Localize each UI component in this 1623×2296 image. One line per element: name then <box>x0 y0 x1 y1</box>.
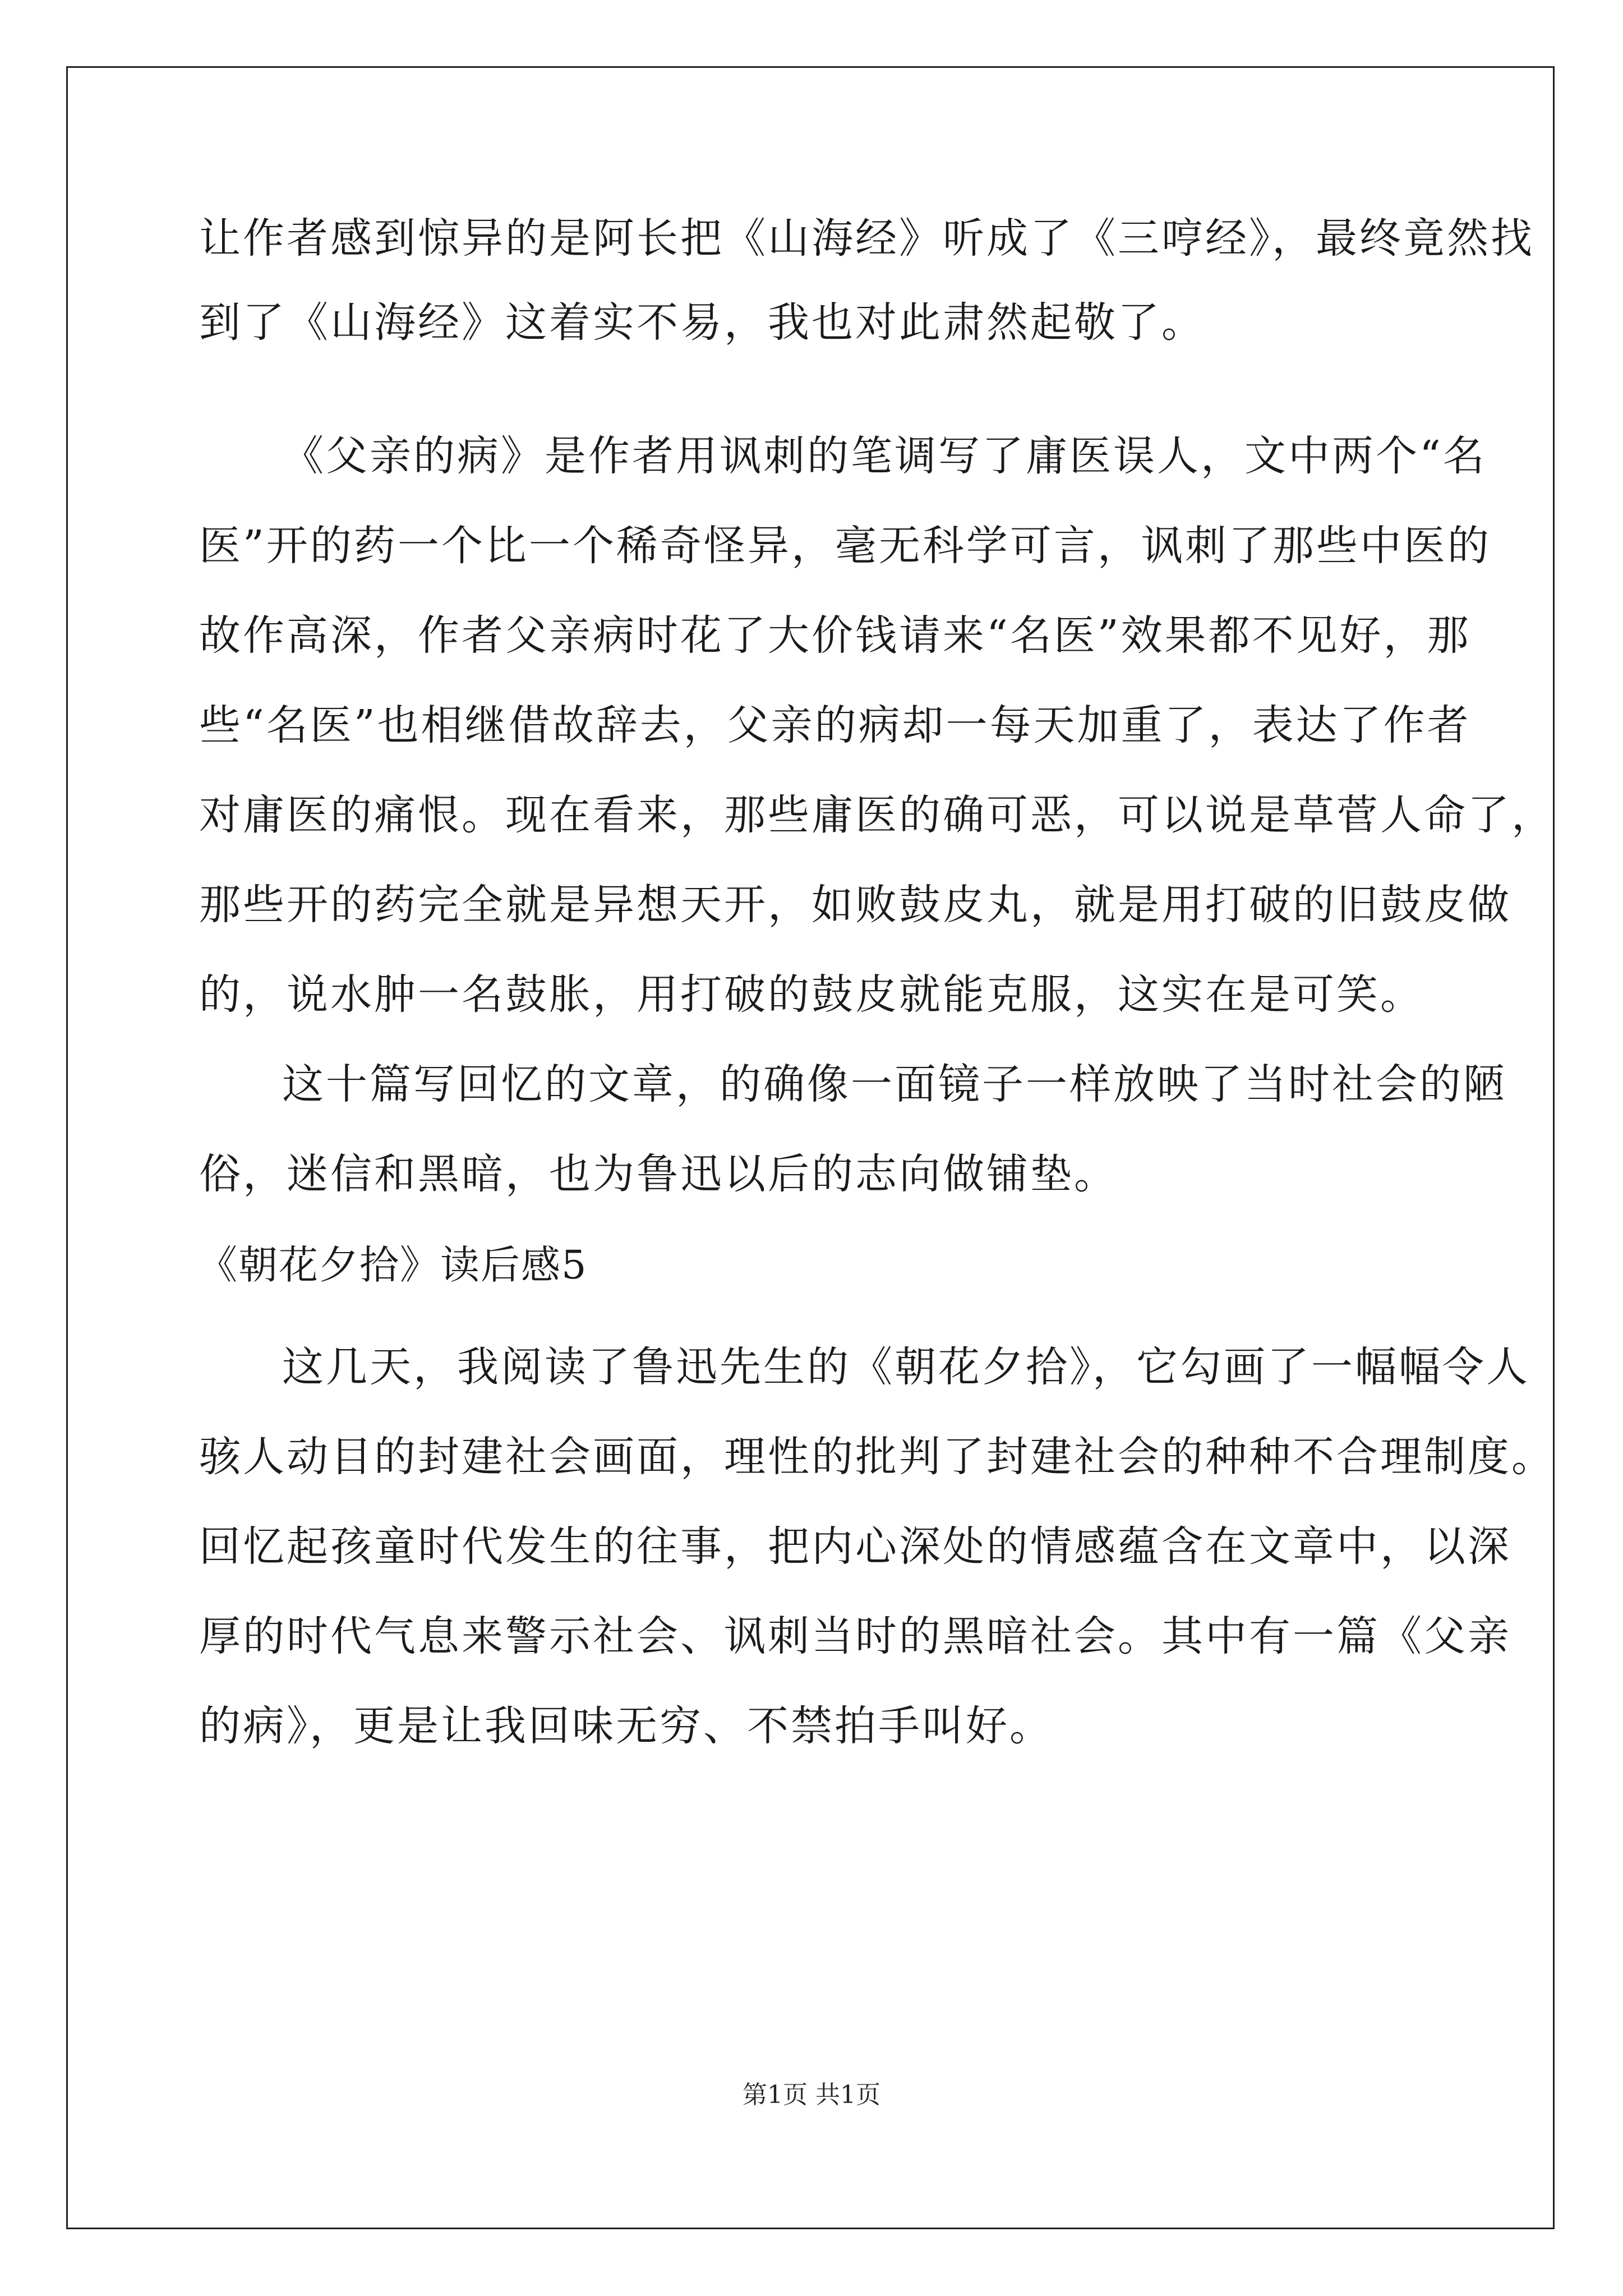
text-line: 让作者感到惊异的是阿长把《山海经》听成了《三哼经》，最终竟然找 <box>199 214 1534 263</box>
text-line: 回忆起孩童时代发生的往事，把内心深处的情感蕴含在文章中，以深 <box>199 1522 1511 1571</box>
paragraph-start-line: 这几天，我阅读了鲁迅先生的《朝花夕拾》，它勾画了一幅幅令人 <box>282 1343 1530 1391</box>
text-line: 故作高深，作者父亲病时花了大价钱请来“名医”效果都不见好，那 <box>199 611 1471 660</box>
text-line: 那些开的药完全就是异想天开，如败鼓皮丸，就是用打破的旧鼓皮做 <box>199 881 1511 929</box>
text-line: 俗，迷信和黑暗，也为鲁迅以后的志向做铺垫。 <box>199 1150 1118 1198</box>
text-line: 医”开的药一个比一个稀奇怪异，毫无科学可言，讽刺了那些中医的 <box>199 522 1491 570</box>
text-line: 的病》，更是让我回味无穷、不禁拍手叫好。 <box>199 1702 1053 1750</box>
paragraph-start-line: 这十篇写回忆的文章，的确像一面镜子一样放映了当时社会的陋 <box>282 1060 1507 1108</box>
paragraph-start-line: 《父亲的病》是作者用讽刺的笔调写了庸医误人，文中两个“名 <box>282 432 1487 480</box>
page-footer: 第1页 共1页 <box>743 2081 880 2109</box>
section-heading: 《朝花夕拾》读后感5 <box>198 1242 588 1288</box>
text-line: 些“名医”也相继借故辞去，父亲的病却一每天加重了，表达了作者 <box>199 701 1471 749</box>
text-line: 对庸医的痛恨。现在看来，那些庸医的确可恶，可以说是草菅人命了， <box>199 791 1555 839</box>
text-line: 厚的时代气息来警示社会、讽刺当时的黑暗社会。其中有一篇《父亲 <box>199 1612 1511 1660</box>
text-line: 的，说水肿一名鼓胀，用打破的鼓皮就能克服，这实在是可笑。 <box>199 970 1424 1019</box>
text-line: 到了《山海经》这着实不易，我也对此肃然起敬了。 <box>199 298 1205 347</box>
text-line: 骇人动目的封建社会画面，理性的批判了封建社会的种种不合理制度。 <box>199 1433 1555 1481</box>
